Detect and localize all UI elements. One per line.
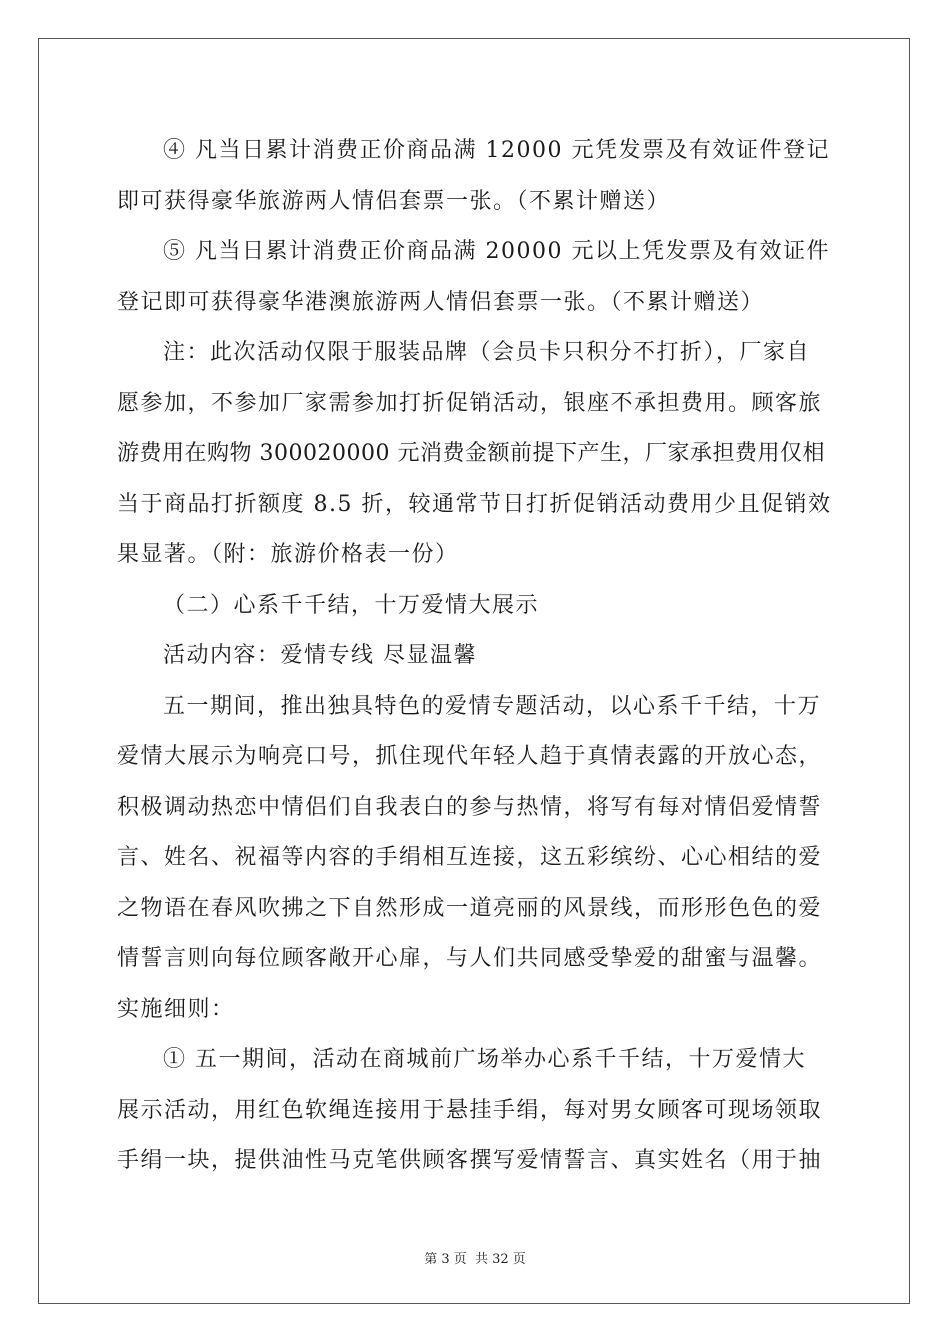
text-line: 愿参加，不参加厂家需参加打折促销活动，银座不承担费用。顾客旅 bbox=[117, 390, 823, 416]
text-line: ④ 凡当日累计消费正价商品满 12000 元凭发票及有效证件登记 bbox=[163, 138, 830, 163]
text-line: 爱情大展示为响亮口号，抓住现代年轻人趋于真情表露的开放心态， bbox=[117, 744, 823, 769]
text-line: 手绢一块，提供油性马克笔供顾客撰写爱情誓言、真实姓名（用于抽 bbox=[117, 1148, 823, 1173]
text-line: 果显著。（附：旅游价格表一份） bbox=[117, 542, 459, 567]
text-line: 实施细则： bbox=[117, 996, 235, 1022]
text-line: 登记即可获得豪华港澳旅游两人情侣套票一张。（不累计赠送） bbox=[117, 289, 765, 315]
text-line: 活动内容：爱情专线 尽显温馨 bbox=[163, 643, 477, 668]
text-line: 之物语在春风吹拂之下自然形成一道亮丽的风景线，而形形色色的爱 bbox=[117, 895, 823, 921]
text-line: 情誓言则向每位顾客敞开心扉，与人们共同感受挚爱的甜蜜与温馨。 bbox=[117, 946, 823, 971]
section-heading: （二）心系千千结，十万爱情大展示 bbox=[163, 592, 540, 618]
text-line: ① 五一期间，活动在商城前广场举办心系千千结，十万爱情大 bbox=[163, 1047, 806, 1072]
text-line: 五一期间，推出独具特色的爱情专题活动，以心系千千结，十万 bbox=[163, 693, 822, 719]
text-line: 当于商品打折额度 8.5 折，较通常节日打折促销活动费用少且促销效 bbox=[117, 491, 832, 517]
page-total: 共 32 页 bbox=[474, 1252, 526, 1267]
text-line: 注：此次活动仅限于服装品牌（会员卡只积分不打折），厂家自 bbox=[163, 340, 811, 365]
text-line: 游费用在购物 300020000 元消费金额前提下产生，厂家承担费用仅相 bbox=[117, 441, 825, 466]
text-line: 即可获得豪华旅游两人情侣套票一张。（不累计赠送） bbox=[117, 188, 671, 214]
text-line: 积极调动热恋中情侣们自我表白的参与热情，将写有每对情侣爱情誓 bbox=[117, 794, 823, 820]
text-line: ⑤ 凡当日累计消费正价商品满 20000 元以上凭发票及有效证件 bbox=[163, 239, 830, 264]
text-line: 言、姓名、祝福等内容的手绢相互连接，这五彩缤纷、心心相结的爱 bbox=[117, 845, 823, 870]
page-footer bbox=[0, 1248, 950, 1267]
document-body bbox=[117, 126, 833, 1187]
text-line: 展示活动，用红色软绳连接用于悬挂手绢，每对男女顾客可现场领取 bbox=[117, 1097, 823, 1123]
page-number: 第 3 页 bbox=[424, 1252, 467, 1267]
